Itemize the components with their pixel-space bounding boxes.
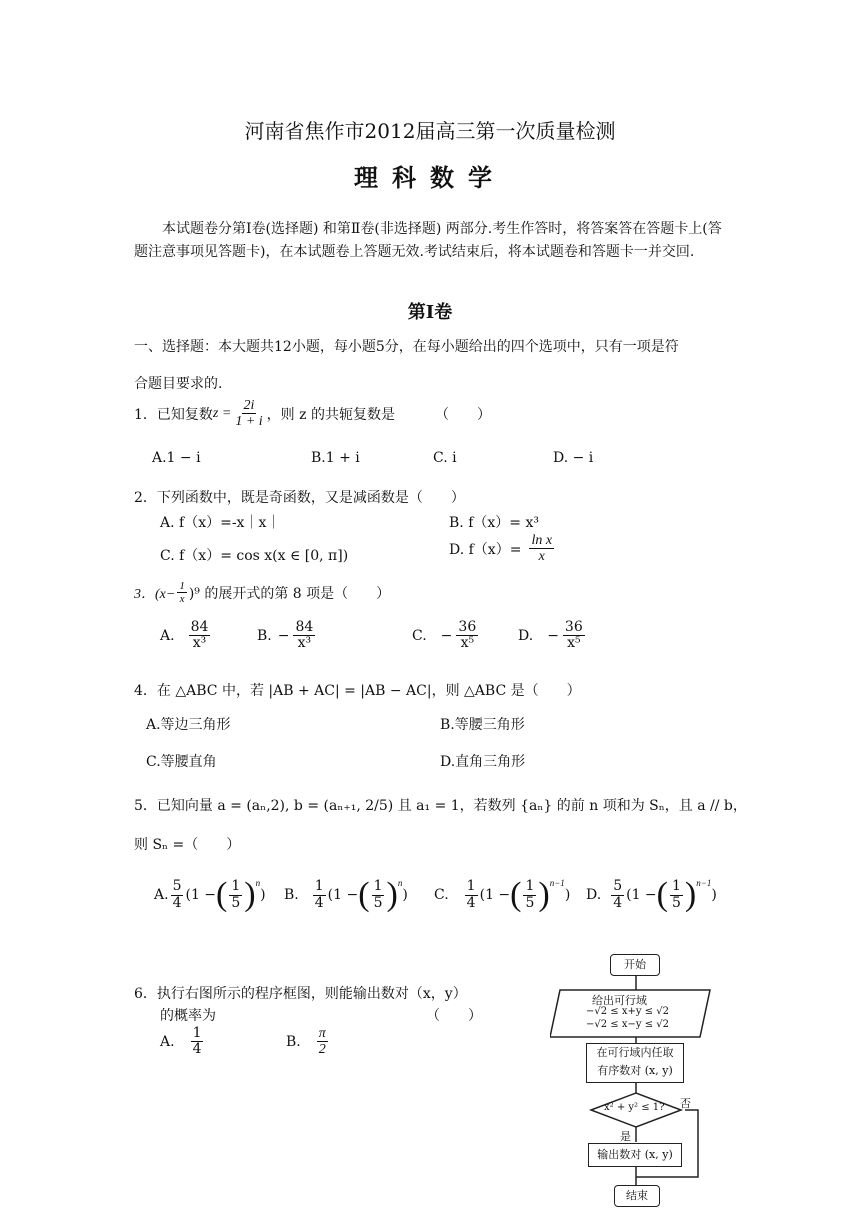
exam-subtitle: 理科数学 bbox=[354, 163, 506, 192]
q2-d-prefix: D. f（x）= bbox=[449, 541, 522, 558]
q6-option-a bbox=[160, 1026, 205, 1058]
flowchart-no-label: 否 bbox=[680, 1097, 691, 1110]
q3-d-label: D. bbox=[518, 627, 534, 644]
q3-fraction bbox=[177, 580, 187, 605]
q6-a-num: 1 bbox=[192, 1025, 202, 1041]
flowchart-pick-line2: 有序数对 (x, y) bbox=[597, 1064, 673, 1077]
flowchart-pick-line1: 在可行域内任取 bbox=[596, 1046, 674, 1059]
q3-b-fraction bbox=[293, 620, 315, 652]
q5-b-exp: n bbox=[397, 878, 403, 888]
q4-option-c: C.等腰直角 bbox=[146, 754, 217, 770]
q5-c-coef bbox=[465, 879, 478, 911]
q3-d-numerator: 36 bbox=[564, 619, 583, 635]
q3-a-fraction bbox=[189, 620, 211, 652]
q5-a-base-num: 1 bbox=[231, 878, 241, 895]
q5-option-a: A. $\frac{5}{4}$ ( 1 − ( $\frac{1}{5}$ ) $^n$ ) bbox=[154, 876, 266, 913]
q5-c-coef-num: 1 bbox=[466, 878, 476, 895]
q4-option-d: D.直角三角形 bbox=[440, 754, 526, 770]
q1-blank: （ ） bbox=[434, 406, 491, 423]
q1-option-a: A.1 − i bbox=[152, 450, 201, 466]
q2-d-numerator: ln x bbox=[531, 533, 553, 548]
q5-d-coef bbox=[611, 879, 624, 911]
q3-d-fraction bbox=[563, 620, 585, 652]
choice-instructions-1: 一、选择题：本大题共12小题，每小题5分，在每小题给出的四个选项中，只有一项是符 bbox=[134, 339, 679, 355]
q3-a-numerator: 84 bbox=[190, 619, 209, 635]
question-4-stem: 4．在 △ABC 中，若 |AB + AC| = |AB − AC|，则 △ABC 是（ ） bbox=[134, 683, 581, 699]
q1-option-b: B.1 + i bbox=[311, 450, 360, 466]
q3-numerator: 1 bbox=[179, 580, 185, 592]
flowchart-condition: x² + y² ≤ 1? bbox=[604, 1102, 665, 1113]
q1-numerator: 2i bbox=[243, 398, 255, 413]
q1-var: z = bbox=[212, 405, 232, 421]
q5-d-coef-num: 5 bbox=[613, 878, 623, 895]
q5-a-base-den: 5 bbox=[231, 894, 241, 911]
q6-a-den: 4 bbox=[192, 1041, 202, 1058]
q5-b-coef bbox=[313, 879, 326, 911]
question-5-stem-2: 则 Sₙ =（ ） bbox=[134, 837, 241, 853]
q3-prefix: 3．(x− bbox=[134, 586, 176, 602]
q5-option-c: C. $\frac{1}{4}$ ( 1 − ( $\frac{1}{5}$ ) $^{n-1}$ ) bbox=[434, 876, 571, 913]
q5-option-b: B. $\frac{1}{4}$ ( 1 − ( $\frac{1}{5}$ ) $^n$ ) bbox=[284, 876, 408, 913]
q5-c-label: C. bbox=[434, 887, 449, 903]
q3-option-a bbox=[160, 620, 212, 652]
q3-option-b bbox=[257, 620, 317, 652]
q6-a-label: A. bbox=[160, 1033, 175, 1050]
q5-b-inner: 1 − bbox=[333, 887, 359, 903]
q6-option-b bbox=[286, 1026, 330, 1058]
q3-c-denominator: x⁵ bbox=[460, 635, 475, 652]
q3-b-sign: − bbox=[277, 627, 290, 644]
q5-c-base-den: 5 bbox=[525, 894, 535, 911]
question-6-stem-2: 的概率为 bbox=[160, 1008, 216, 1024]
flowchart-region-1: −√2 ≤ x+y ≤ √2 bbox=[586, 1006, 669, 1017]
choice-instructions-2: 合题目要求的. bbox=[134, 376, 223, 392]
q3-d-sign: − bbox=[547, 627, 559, 644]
q5-b-base bbox=[372, 879, 385, 911]
flowchart-yes-label: 是 bbox=[620, 1130, 631, 1143]
q5-a-coef-num: 5 bbox=[172, 878, 182, 895]
q5-d-label: D. bbox=[586, 887, 602, 903]
q2-option-d bbox=[449, 533, 556, 565]
flowchart-end: 结束 bbox=[614, 1185, 660, 1207]
flowchart-region-2: −√2 ≤ x−y ≤ √2 bbox=[586, 1019, 669, 1030]
q5-d-inner: 1 − bbox=[631, 887, 657, 903]
q1-denominator: 1 + i bbox=[235, 414, 263, 430]
q1-option-c: C. i bbox=[433, 450, 457, 466]
q5-a-exp: n bbox=[255, 878, 261, 888]
q6-b-num: π bbox=[318, 1026, 326, 1041]
q3-option-d bbox=[518, 620, 587, 652]
q6-b-label: B. bbox=[286, 1033, 301, 1050]
q3-b-denominator: x³ bbox=[297, 635, 312, 652]
question-2-stem: 2．下列函数中，既是奇函数，又是减函数是（ ） bbox=[134, 490, 465, 506]
q5-option-d: D. $\frac{5}{4}$ ( 1 − ( $\frac{1}{5}$ ) $^{n-1}$ ) bbox=[586, 876, 717, 913]
q6-a-fraction bbox=[191, 1026, 204, 1058]
q3-c-fraction bbox=[456, 620, 478, 652]
flowchart-pick bbox=[586, 1043, 684, 1083]
q1-suffix: ，则 z 的共轭复数是 bbox=[266, 406, 395, 423]
q2-d-denominator: x bbox=[538, 549, 545, 565]
question-5-stem-1: 5．已知向量 a = (aₙ,2), b = (aₙ₊₁, 2/5) 且 a₁ = 1，若数列 {aₙ} 的前 n 项和为 Sₙ，且 a // b， bbox=[134, 798, 747, 814]
q5-b-label: B. bbox=[284, 887, 299, 903]
q2-option-c: C. f（x）= cos x(x ∈ [0, π]) bbox=[160, 548, 349, 564]
q2-option-a: A. f（x）=-x｜x｜ bbox=[160, 515, 281, 531]
q5-a-inner: 1 − bbox=[190, 887, 217, 903]
q5-b-coef-num: 1 bbox=[314, 878, 324, 895]
q3-option-c bbox=[412, 620, 480, 652]
q3-denominator: x bbox=[179, 593, 185, 606]
q5-a-base bbox=[229, 879, 242, 911]
part1-title: 第Ⅰ卷 bbox=[407, 302, 453, 323]
q5-c-base bbox=[523, 879, 536, 911]
flowchart-output: 输出数对 (x, y) bbox=[588, 1143, 682, 1167]
q1-option-d: D. − i bbox=[553, 450, 594, 466]
q1-fraction bbox=[233, 398, 264, 430]
q3-a-label: A. bbox=[160, 627, 175, 644]
q5-a-label: A. bbox=[154, 887, 169, 903]
q5-c-coef-den: 4 bbox=[466, 894, 476, 911]
q6-b-den: 2 bbox=[318, 1042, 326, 1058]
question-3-stem bbox=[134, 580, 390, 605]
q3-b-label: B. bbox=[257, 627, 272, 644]
q3-b-numerator: 84 bbox=[295, 619, 314, 635]
q5-c-inner: 1 − bbox=[485, 887, 511, 903]
q5-b-base-num: 1 bbox=[373, 878, 383, 895]
q3-c-sign: − bbox=[440, 627, 453, 644]
q5-a-coef-den: 4 bbox=[172, 894, 182, 911]
q4-option-b: B.等腰三角形 bbox=[440, 717, 525, 733]
q3-suffix: )⁹ 的展开式的第 8 项是（ ） bbox=[188, 585, 391, 602]
flowchart-start: 开始 bbox=[610, 954, 660, 976]
q5-b-base-den: 5 bbox=[373, 894, 383, 911]
q5-a-coef bbox=[171, 879, 184, 911]
q2-d-fraction bbox=[529, 533, 554, 565]
q6-b-fraction bbox=[317, 1026, 328, 1058]
q2-option-b: B. f（x）= x³ bbox=[449, 515, 539, 531]
exam-intro: 本试题卷分第Ⅰ卷(选择题) 和第Ⅱ卷(非选择题) 两部分.考生作答时，将答案答在答题卡上(答题注意事项见答题卡)，在本试题卷上答题无效.考试结束后，将本试题卷和答题卡一并交回. bbox=[134, 221, 722, 260]
q6-blank: （ ） bbox=[426, 1008, 482, 1024]
q1-prefix: 1．已知复数 bbox=[134, 406, 213, 423]
q5-d-coef-den: 4 bbox=[613, 894, 623, 911]
q5-c-base-num: 1 bbox=[525, 878, 535, 895]
q5-d-base bbox=[670, 879, 683, 911]
q3-d-denominator: x⁵ bbox=[567, 635, 581, 652]
q3-c-numerator: 36 bbox=[458, 619, 477, 635]
q5-d-base-num: 1 bbox=[672, 878, 681, 895]
q5-b-coef-den: 4 bbox=[314, 894, 324, 911]
flowchart-region-title: 给出可行域 bbox=[592, 994, 647, 1007]
q3-a-denominator: x³ bbox=[192, 635, 207, 652]
question-1-stem bbox=[134, 398, 491, 430]
q5-d-exp: n−1 bbox=[696, 878, 712, 888]
q5-c-exp: n−1 bbox=[549, 878, 565, 888]
q3-c-label: C. bbox=[412, 627, 427, 644]
q4-option-a: A.等边三角形 bbox=[146, 717, 231, 733]
question-6-stem-1: 6．执行右图所示的程序框图，则能输出数对（x，y） bbox=[134, 986, 467, 1002]
q5-d-base-den: 5 bbox=[672, 894, 681, 911]
exam-title: 河南省焦作市2012届高三第一次质量检测 bbox=[244, 119, 616, 143]
